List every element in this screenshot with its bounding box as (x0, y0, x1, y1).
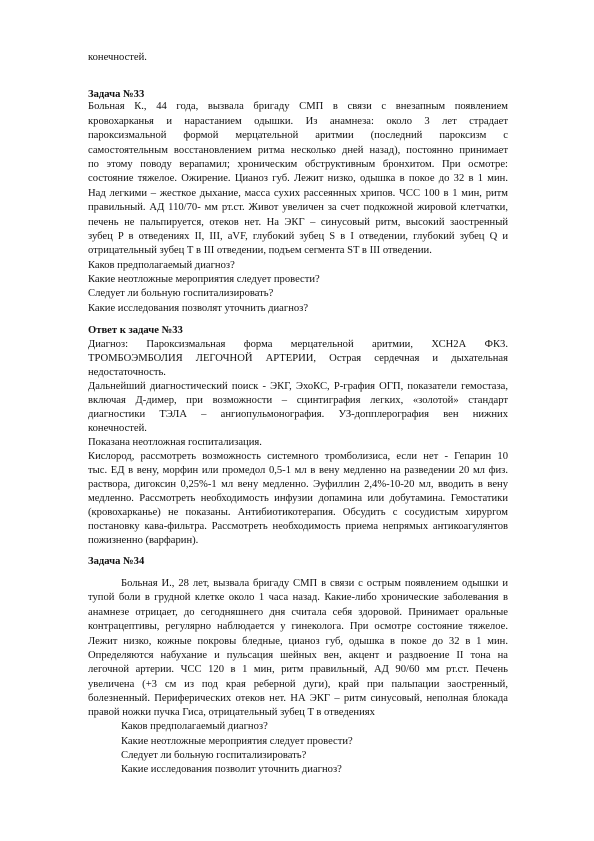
text-line: кровохарканья и нарастанием одышки. Из анамнеза: около 3 лет страдает (88, 116, 508, 127)
text-line: Больная К., 44 года, вызвала бригаду СМП в связи с внезапным появлением (88, 101, 508, 112)
text-line: болезненный. Периферических отеков нет. НА ЭКГ – ритм синусовый, неполная блокада (88, 693, 508, 704)
text-line: (кровохарканье) не показаны. Антибиотикотерапия. Обсудить с сосудистым хирургом (88, 507, 508, 518)
text-line: анамнезе отрицает, до сегодняшнего дня считала себя здоровой. Принимает оральные (88, 607, 508, 618)
question-line: Какие неотложные мероприятия следует провести? (121, 736, 353, 747)
text-line: раствора, дигоксин 0,25%-1 мл вену медленно. Эуфиллин 2,4%-10-20 мл, вводить в вену (88, 479, 508, 490)
text-line: состояние тяжелое. Ожирение. Цианоз губ. Лежит низко, одышка в покое до 32 в 1 мин. (88, 173, 508, 184)
text-line: ТРОМБОЭМБОЛИЯ ЛЕГОЧНОЙ АРТЕРИИ, Острая сердечная и дыхательная (88, 353, 508, 364)
text-line: увеличена (+3 см из под края реберной дуги), край при пальпации заостренный, (88, 679, 508, 690)
text-line: легочной артерии. ЧСС 120 в 1 мин, ритм правильный, АД 90/60 мм рт.ст. Печень (88, 664, 508, 675)
text-line: постановку кава-фильтра. Рассмотреть необходимость приема непрямых антикоагулянтов (88, 521, 508, 532)
question-line: Следует ли больную госпитализировать? (88, 288, 274, 299)
text-line: пароксизмальной формой мерцательной аритмии (последний пароксизм с (88, 130, 508, 141)
text-line: Кислород, рассмотреть возможность системного тромболизиса, если нет - Гепарин 10 (88, 451, 508, 462)
text-line: медленно. Рассмотреть необходимость инфузии допамина или добутамина. Гемостатики (88, 493, 508, 504)
text-line: тупой боли в грудной клетке около 1 часа назад. Какие-либо хронические заболевания в (88, 592, 508, 603)
text-line: самостоятельным восстановлением ритма несколько дней назад), постоянно принимает (88, 145, 508, 156)
text-line: по этому поводу верапамил; хроническим обструктивным бронхитом. При осмотре: (88, 159, 508, 170)
text-line: Диагноз: Пароксизмальная форма мерцательной аритмии, ХСН2А ФК3. (88, 339, 508, 350)
text-line: Определяются набухание и пульсация шейных вен, акцент и раздвоение II тона на (88, 650, 508, 661)
question-line: Каков предполагаемый диагноз? (121, 721, 268, 732)
question-line: Какие неотложные мероприятия следует провести? (88, 274, 320, 285)
text-line: включая Д-димер, при возможности – сцинтиграфия легких, «золотой» стандарт (88, 395, 508, 406)
text-line: диагностики ТЭЛА – ангиопульмонография. УЗ-допплерография вен нижних (88, 409, 508, 420)
text-line: тыс. ЕД в вену, морфин или промедол 0,5-1 мл в вену медленно на разведении 20 мл физ. (88, 465, 508, 476)
question-line: Каков предполагаемый диагноз? (88, 260, 235, 271)
text-line: зубец P в отведениях II, III, aVF, глубокий зубец S в I отведении, глубокий зубец Q и (88, 231, 508, 242)
text-line: недостаточность. (88, 367, 166, 378)
task-34-heading: Задача №34 (88, 556, 145, 567)
text-line: конечностей. (88, 423, 147, 434)
text-line: правильный. АД 110/70- мм рт.ст. Живот увеличен за счет подкожной жировой клетчатки, (88, 202, 508, 213)
text-line: Больная И., 28 лет, вызвала бригаду СМП в связи с острым появлением одышки и (121, 578, 508, 589)
text-line: пожизненно (варфарин). (88, 535, 199, 546)
text-line: Дальнейший диагностический поиск - ЭКГ, ЭхоКС, Р-графия ОГП, показатели гемостаза, (88, 381, 508, 392)
text-line: Показана неотложная госпитализация. (88, 437, 262, 448)
text-line: Лежит низко, кожные покровы бледные, цианоз губ, одышка в покое до 32 в 1 мин. (88, 636, 508, 647)
text-line: контрацептивы, регулярно наблюдается у гинеколога. При осмотре состояние тяжелое. (88, 621, 508, 632)
text-line: Над легкими – жесткое дыхание, масса сухих рассеянных хрипов. ЧСС 100 в 1 мин, ритм (88, 188, 508, 199)
text-line: печень не пальпируется, отеков нет. На ЭКГ – синусовый ритм, высокий заостренный (88, 217, 508, 228)
text-line: правой ножки пучка Гиса, отрицательный зубец T в отведениях (88, 707, 375, 718)
text-line: отрицательный зубец Т в III отведении, подъем сегмента ST в III отведении. (88, 245, 432, 256)
text-line: конечностей. (88, 52, 147, 63)
question-line: Следует ли больную госпитализировать? (121, 750, 307, 761)
task-33-heading: Задача №33 (88, 89, 145, 100)
question-line: Какие исследования позволит уточнить диагноз? (121, 764, 342, 775)
answer-33-heading: Ответ к задаче №33 (88, 325, 183, 336)
question-line: Какие исследования позволят уточнить диагноз? (88, 303, 309, 314)
